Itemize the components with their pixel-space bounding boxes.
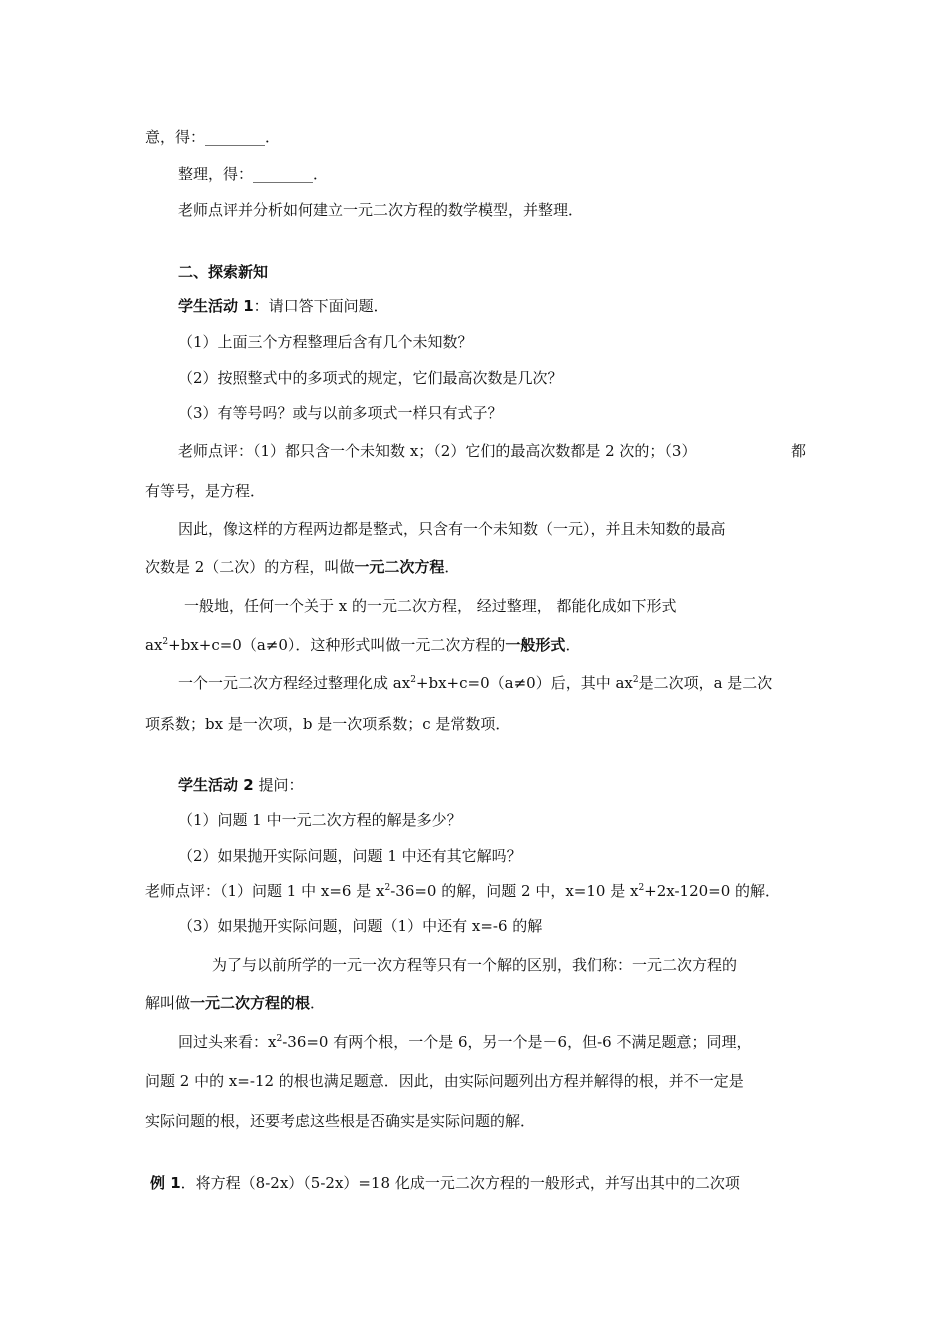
teacher-comment-2	[145, 881, 780, 901]
root-definition-line	[145, 993, 325, 1013]
text-span: +bx+c=0（a≠0）后，其中 ax	[415, 674, 633, 692]
superscript: 2	[162, 637, 169, 647]
prompt-2: （2）如果抛开实际问题，问题 1 中还有其它解吗？	[178, 847, 522, 865]
definition-line	[145, 557, 459, 577]
section-heading: 二、探索新知	[178, 263, 269, 281]
teacher-comment-1	[178, 441, 806, 461]
root-definition-line: 为了与以前所学的一元一次方程等只有一个解的区别，我们称：一元二次方程的	[212, 956, 738, 974]
example-1-label: 例 1	[150, 1174, 181, 1192]
text-line: 有等号，是方程．	[145, 482, 266, 500]
text-span: 是二次项，a 是二次	[638, 674, 773, 692]
text-span: +bx+c=0（a≠0）．这种形式叫做一元二次方程的	[168, 636, 506, 654]
superscript: 2	[384, 883, 391, 893]
text-line: 整理，得：________．	[178, 165, 329, 183]
prompt-1: （1）问题 1 中一元二次方程的解是多少？	[178, 811, 462, 829]
example-1-line	[150, 1173, 740, 1193]
text-line: 意，得：________．	[145, 128, 281, 146]
activity-2-text: 提问：	[253, 776, 304, 794]
review-line: 问题 2 中的 x=-12 的根也满足题意．因此，由实际问题列出方程并解得的根，并不一定是	[145, 1072, 744, 1090]
activity-1-line	[178, 296, 389, 316]
prompt-3: （3）如果抛开实际问题，问题（1）中还有 x=-6 的解	[178, 917, 543, 935]
text-span: 回过头来看：x	[178, 1033, 277, 1051]
terms-line	[178, 673, 772, 693]
text-span: -36=0 有两个根，一个是 6，另一个是－6，但-6 不满足题意；同理，	[282, 1033, 752, 1051]
superscript: 2	[276, 1034, 283, 1044]
question-2: （2）按照整式中的多项式的规定，它们最高次数是几次？	[178, 369, 563, 387]
text-span: 次数是 2（二次）的方程，叫做	[145, 558, 355, 576]
superscript: 2	[410, 675, 416, 685]
text-span: ．	[310, 994, 326, 1012]
general-form-line: 一般地，任何一个关于 x 的一元二次方程， 经过整理， 都能化成如下形式	[184, 597, 677, 615]
question-1: （1）上面三个方程整理后含有几个未知数？	[178, 333, 473, 351]
teacher-comment-1-tail: 都	[790, 442, 806, 460]
text-span: ．	[565, 636, 581, 654]
question-3: （3）有等号吗？或与以前多项式一样只有式子？	[178, 404, 503, 422]
text-span: +2x-120=0 的解．	[644, 882, 781, 900]
activity-1-label: 学生活动 1	[178, 297, 254, 315]
definition-line: 因此，像这样的方程两边都是整式，只含有一个未知数（一元），并且未知数的最高	[178, 520, 726, 538]
review-line: 实际问题的根，还要考虑这些根是否确实是实际问题的解．	[145, 1112, 536, 1130]
text-line: 老师点评并分析如何建立一元二次方程的数学模型，并整理．	[178, 201, 584, 219]
term-quadratic-equation: 一元二次方程	[354, 558, 445, 576]
term-general-form: 一般形式	[505, 636, 566, 654]
review-line	[178, 1032, 751, 1052]
example-1-text: ．将方程（8-2x）（5-2x）=18 化成一元二次方程的一般形式，并写出其中的二次项	[180, 1174, 740, 1192]
text-span: -36=0 的解，问题 2 中，x=10 是 x	[390, 882, 639, 900]
activity-2-line	[178, 775, 303, 795]
activity-1-text: ：请口答下面问题．	[253, 297, 389, 315]
text-span: 老师点评：（1）问题 1 中 x=6 是 x	[145, 882, 385, 900]
text-span: ax	[145, 636, 163, 654]
teacher-comment-1-text: 老师点评：（1）都只含一个未知数 x；（2）它们的最高次数都是 2 次的；（3）	[178, 442, 697, 460]
superscript: 2	[638, 883, 645, 893]
general-form-line	[145, 635, 580, 655]
terms-line: 项系数；bx 是一次项，b 是一次项系数；c 是常数项．	[145, 715, 511, 733]
superscript: 2	[632, 675, 639, 685]
text-span: 一个一元二次方程经过整理化成 ax	[178, 674, 411, 692]
text-span: 解叫做	[145, 994, 191, 1012]
term-root: 一元二次方程的根	[190, 994, 311, 1012]
activity-2-label: 学生活动 2	[178, 776, 254, 794]
text-span: ．	[444, 558, 460, 576]
